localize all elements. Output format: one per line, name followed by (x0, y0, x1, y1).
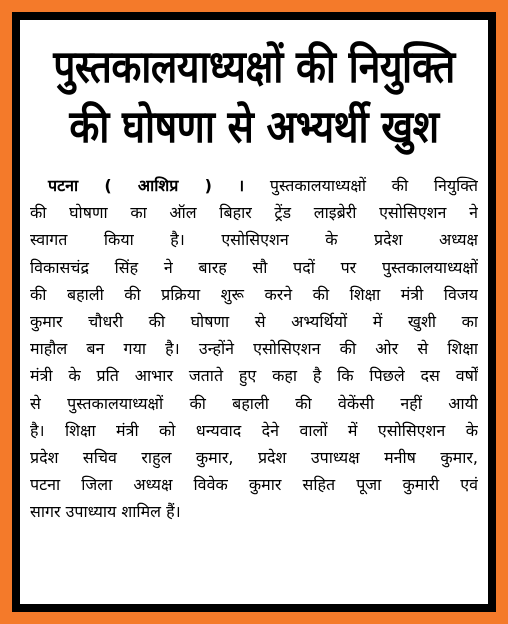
article-line: मंत्री के प्रति आभार जताते हुए कहा है कि पिछले दस वर्षों (30, 366, 478, 386)
dateline: पटना ( आशिप्र ) । (48, 176, 245, 195)
article-line: की बहाली की प्रक्रिया शुरू करने की शिक्षा मंत्री विजय (30, 284, 478, 304)
article-line: है। शिक्षा मंत्री को धन्यवाद देने वालों में एसोसिएशन के (30, 420, 478, 440)
article-line (30, 172, 478, 199)
article-line: प्रदेश सचिव राहुल कुमार, प्रदेश उपाध्यक्ष मनीष कुमार, (30, 448, 478, 468)
headline-line-2: की घोषणा से अभ्यर्थी खुश (69, 101, 439, 154)
article-line: पटना जिला अध्यक्ष विवेक कुमार सहित पूजा कुमारी एवं (30, 475, 478, 495)
headline (20, 20, 488, 158)
article-body (30, 172, 478, 526)
article-line: विकासचंद्र सिंह ने बारह सौ पदों पर पुस्तकालयाध्यक्षों (30, 257, 478, 277)
article-line: कुमार चौधरी की घोषणा से अभ्यर्थियों में खुशी का (30, 312, 478, 332)
article-line: स्वागत किया है। एसोसिएशन के प्रदेश अध्यक्ष (30, 230, 478, 250)
article-line: सागर उपाध्याय शामिल हैं। (30, 502, 181, 522)
article-line: माहौल बन गया है। उन्होंने एसोसिएशन की ओर से शिक्षा (30, 339, 478, 359)
headline-line-1: पुस्तकालयाध्यक्षों की नियुक्ति (53, 41, 455, 94)
article-line-text: पुस्तकालयाध्यक्षों की नियुक्ति (244, 176, 478, 195)
news-clipping (20, 20, 488, 604)
article-line: से पुस्तकालयाध्यक्षों की बहाली की वेकेंसी नहीं आयी (30, 393, 478, 413)
article-line: की घोषणा का ऑल बिहार ट्रेंड लाइब्रेरी एसोसिएशन ने (30, 203, 478, 223)
